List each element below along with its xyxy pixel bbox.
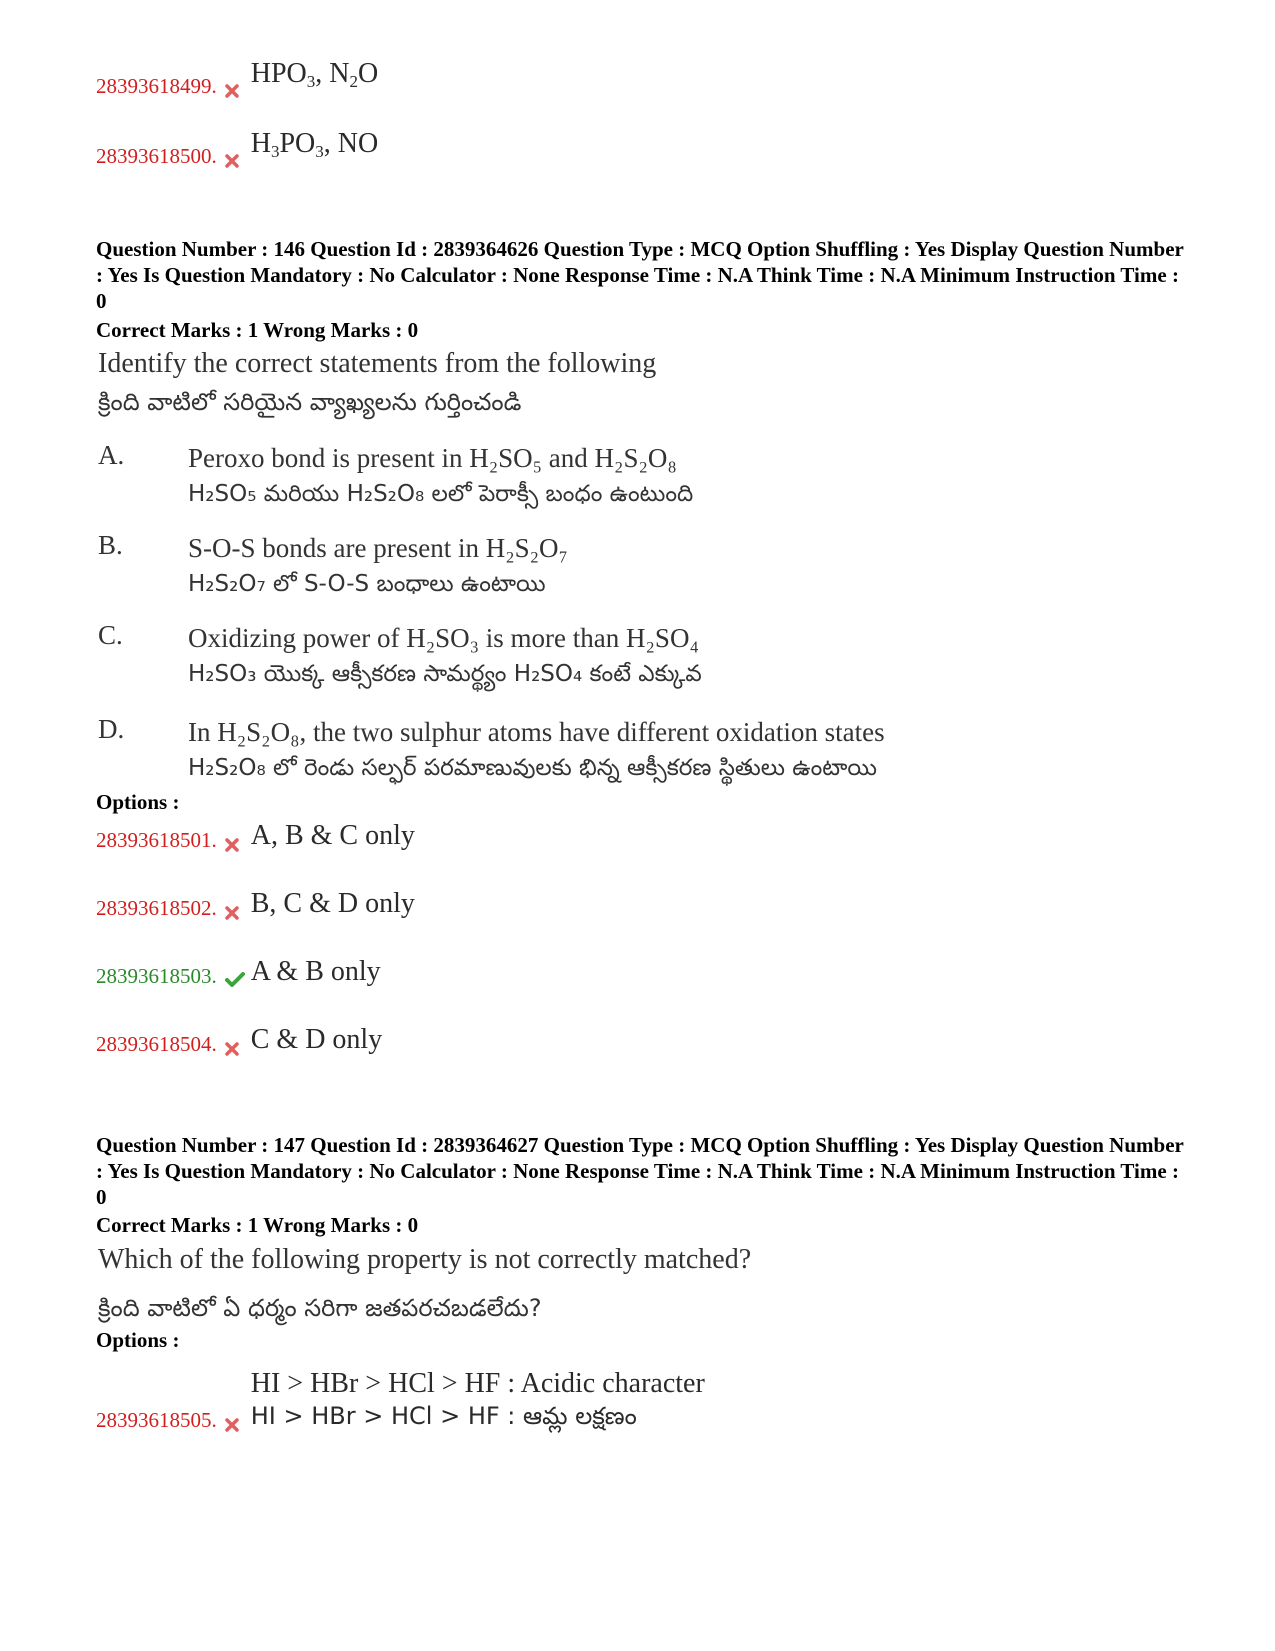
statement-letter: D.: [98, 714, 125, 744]
question-meta: Question Number : 146 Question Id : 2839364626 Question Type : MCQ Option Shuffling : Yes Display Question Number : Yes Is Question Mandatory : No Calculator : None Response Time : N.A Think Time : N.A Minimum Instruction Time : 0: [96, 237, 1184, 313]
option-text: A & B only: [250, 956, 381, 987]
cross-icon: [225, 906, 245, 920]
option-id: 28393618499.: [96, 74, 217, 98]
statement-text-en: Peroxo bond is present in H₂SO₅ and H₂S₂O₈: [188, 443, 677, 473]
option-text: [251, 1368, 705, 1432]
statement-letter: C.: [98, 620, 123, 650]
options-label: Options :: [96, 790, 180, 814]
option-row: [96, 1368, 705, 1432]
option-row: [96, 820, 415, 852]
options-label: Options :: [96, 1328, 180, 1352]
option-id: 28393618503.: [96, 964, 217, 988]
statement-text-te: H₂S₂O₈ లో రెండు సల్ఫర్ పరమాణువులకు భిన్న ఆక్సీకరణ స్థితులు ఉంటాయి: [188, 755, 877, 781]
option-text: C & D only: [250, 1024, 383, 1055]
option-row: [96, 128, 378, 168]
cross-icon: [225, 838, 245, 852]
option-id: 28393618504.: [96, 1032, 217, 1056]
option-row: [96, 956, 381, 988]
question-text-en: Identify the correct statements from the following: [98, 348, 657, 379]
statement-letter: B.: [98, 530, 123, 560]
question-text-te: క్రింది వాటిలో సరియైన వ్యాఖ్యలను గుర్తించండి: [98, 388, 522, 416]
option-row: [96, 888, 415, 920]
option-text: A, B & C only: [250, 820, 415, 851]
statement-text-en: Oxidizing power of H₂SO₃ is more than H₂SO₄: [188, 623, 699, 653]
statement-letter: A.: [98, 440, 125, 470]
statement-text-te: H₂S₂O₇ లో S-O-S బంధాలు ఉంటాయి: [188, 571, 546, 597]
option-text-en: HI > HBr > HCl > HF : Acidic character: [250, 1368, 705, 1399]
option-id: 28393618500.: [96, 144, 217, 168]
marks-info: Correct Marks : 1 Wrong Marks : 0: [96, 318, 419, 342]
statement-text-te: H₂SO₅ మరియు H₂S₂O₈ లలో పెరాక్సీ బంధం ఉంటుంది: [188, 481, 694, 507]
check-icon: [225, 972, 245, 988]
question-meta: Question Number : 147 Question Id : 2839364627 Question Type : MCQ Option Shuffling : Yes Display Question Number : Yes Is Question Mandatory : No Calculator : None Response Time : N.A Think Time : N.A Minimum Instruction Time : 0: [96, 1133, 1184, 1209]
option-id: 28393618501.: [96, 828, 217, 852]
option-row: [96, 58, 378, 98]
option-id: 28393618505.: [96, 1408, 217, 1432]
option-formula: $HPO_3$, $N_2O$: [250, 58, 379, 91]
option-id: 28393618502.: [96, 896, 217, 920]
statement-text-en: In H₂S₂O₈, the two sulphur atoms have different oxidation states: [188, 717, 885, 747]
option-text: B, C & D only: [250, 888, 415, 919]
cross-icon: [225, 84, 245, 98]
cross-icon: [225, 1418, 245, 1432]
option-row: [96, 1024, 382, 1056]
cross-icon: [225, 154, 245, 168]
marks-info: Correct Marks : 1 Wrong Marks : 0: [96, 1213, 419, 1237]
statement-text-te: H₂SO₃ యొక్క ఆక్సీకరణ సామర్థ్యం H₂SO₄ కంటే ఎక్కువ: [188, 661, 702, 687]
question-text-en: Which of the following property is not correctly matched?: [98, 1244, 752, 1275]
question-text-te: క్రింది వాటిలో ఏ ధర్మం సరిగా జతపరచబడలేదు?: [98, 1294, 542, 1322]
statement-text-en: S-O-S bonds are present in H₂S₂O₇: [188, 533, 568, 563]
option-text-te: HI > HBr > HCl > HF : ఆమ్ల లక్షణం: [250, 1402, 637, 1430]
option-formula: $H_3PO_3$, NO: [250, 128, 379, 161]
cross-icon: [225, 1042, 245, 1056]
